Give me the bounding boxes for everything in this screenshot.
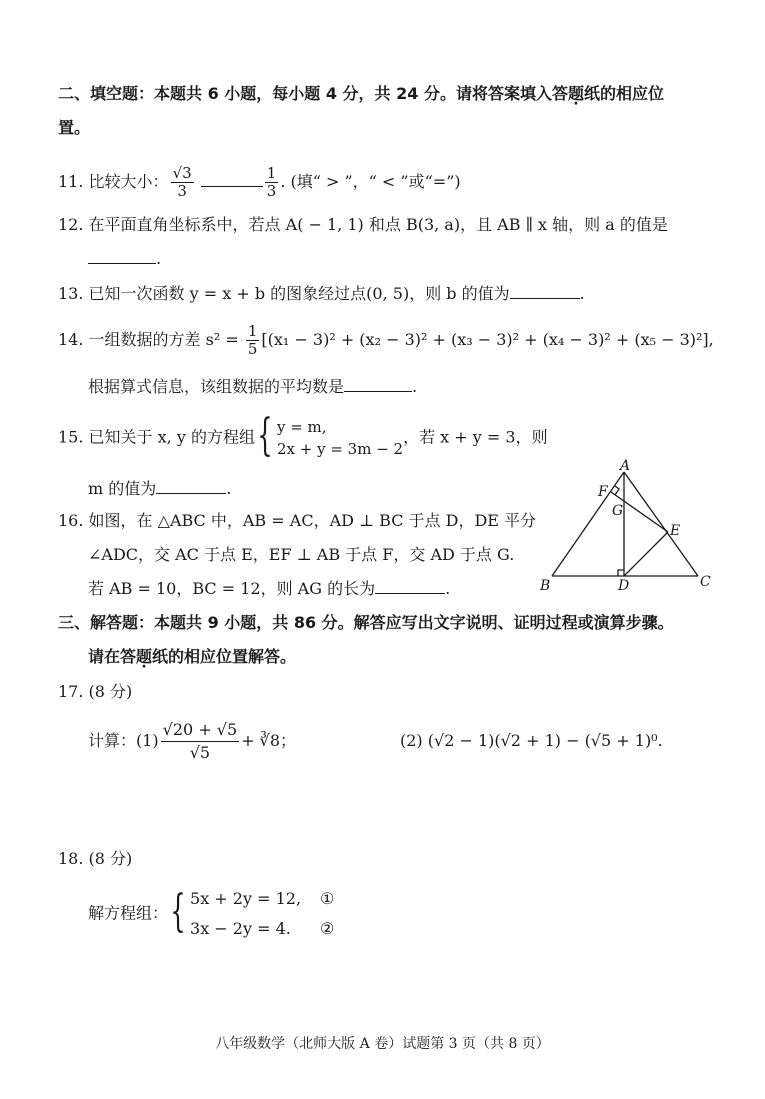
fraction-1-over-3: $\frac{1}{3}$: [266, 164, 277, 200]
equation-system-18: { 5x + 2y = 12, ① 3x − 2y = 4. ②: [170, 886, 335, 938]
answer-blank-16[interactable]: [375, 577, 445, 594]
question-17-part1: 计算：(1) $\frac{√20 + √5}{√5}$ + ∛8；: [88, 720, 297, 762]
right-angle-mark-f: [615, 486, 619, 495]
question-14-line2: 根据算式信息，该组数据的平均数是 .: [88, 377, 418, 396]
label-a: A: [620, 458, 631, 474]
score: (8 分): [88, 682, 133, 701]
fraction-1-over-5: $\frac{1}{5}$: [247, 322, 258, 358]
question-number: 17.: [58, 682, 84, 701]
question-16-line3: 若 AB = 10，BC = 12，则 AG 的长为 .: [88, 579, 451, 598]
question-number: 13.: [58, 284, 84, 303]
question-14: 14. 一组数据的方差 s² = $\frac{1}{5}$ [(x₁ − 3)² + (x₂ − 3)² + (x₃ − 3)² + (x₄ − 3)² + (x₅ − 3)²],: [58, 322, 714, 358]
section-2-heading-emph: 答题纸: [551, 84, 600, 103]
answer-blank-13[interactable]: [510, 282, 580, 299]
label-g: G: [612, 503, 624, 519]
label-b: B: [540, 578, 551, 593]
label-e: E: [670, 523, 681, 539]
brace-icon: {: [170, 886, 186, 937]
question-12-line2: .: [88, 247, 161, 270]
segment-ab: [552, 472, 624, 576]
section-2-heading-line2: 置。: [58, 118, 91, 137]
section-2-heading: [58, 83, 664, 105]
answer-blank-12[interactable]: [88, 247, 156, 264]
section-2-heading-part2: 的相应位: [599, 84, 664, 103]
section-3-heading: 三、解答题：本题共 9 小题，共 86 分。解答应写出文字说明、证明过程或演算步骤。: [58, 613, 674, 632]
variance-formula: [(x₁ − 3)² + (x₂ − 3)² + (x₃ − 3)² + (x₄ − 3)² + (x₅ − 3)²],: [261, 330, 714, 349]
question-13: 13. 已知一次函数 y = x + b 的图象经过点(0, 5)，则 b 的值为 .: [58, 284, 585, 303]
segment-ac: [624, 472, 698, 576]
equation-system-15: { y = m, 2x + y = 3m − 2: [257, 410, 404, 461]
question-15-line2: m 的值为 .: [88, 479, 232, 498]
fraction-root20-plus-root5: $\frac{√20 + √5}{√5}$: [162, 720, 238, 762]
question-17-part2: (2) (√2 − 1)(√2 + 1) − (√5 + 1)⁰.: [400, 731, 663, 750]
answer-blank-15[interactable]: [156, 477, 226, 494]
question-15: 15. 已知关于 x, y 的方程组 { y = m, 2x + y = 3m − 2 ，若 x + y = 3，则: [58, 410, 548, 461]
question-18: [58, 848, 132, 870]
question-number: 12.: [58, 215, 84, 234]
section-3-heading-emph: 答题纸: [120, 647, 169, 666]
question-18-system: 解方程组： { 5x + 2y = 12, ① 3x − 2y = 4. ②: [88, 884, 334, 944]
section-3-heading-line2: 请在答题纸的相应位置解答。: [88, 647, 297, 666]
question-11: 11. 比较大小： $\frac{√3}{3}$ $\frac{1}{3}$ . (填“ > ”，“ < ”或“=”): [58, 164, 461, 200]
question-12: 12. 在平面直角坐标系中，若点 A( − 1, 1) 和点 B(3, a)，且 AB ∥ x 轴，则 a 的值是: [58, 215, 668, 234]
score: (8 分): [88, 849, 133, 868]
answer-blank-11[interactable]: [201, 170, 263, 187]
section-2-heading-part1: 二、填空题：本题共 6 小题，每小题 4 分，共 24 分。请将答案填入: [58, 84, 552, 103]
label-f: F: [598, 484, 608, 500]
right-angle-mark-d: [618, 570, 624, 576]
question-17: [58, 681, 132, 703]
triangle-figure: [538, 458, 718, 593]
brace-icon: {: [257, 410, 273, 461]
question-number: 16.: [58, 511, 84, 530]
fraction-root3-over-3: $\frac{√3}{3}$: [172, 164, 192, 200]
circled-2: ②: [320, 919, 335, 938]
label-c: C: [700, 574, 711, 590]
question-number: 15.: [58, 427, 84, 447]
question-16-line2: ∠ADC，交 AC 于点 E，EF ⊥ AB 于点 F，交 AD 于点 G.: [88, 545, 515, 564]
question-number: 18.: [58, 849, 84, 868]
question-16: 16. 如图，在 △ABC 中，AB = AC，AD ⊥ BC 于点 D，DE 平分: [58, 511, 537, 530]
label-d: D: [618, 578, 630, 593]
answer-blank-14[interactable]: [344, 375, 412, 392]
segment-de: [624, 532, 668, 576]
circled-1: ①: [320, 889, 335, 908]
question-number: 11.: [58, 172, 84, 191]
page-footer: 八年级数学（北师大版 A 卷）试题第 3 页（共 8 页）: [215, 1036, 550, 1052]
question-number: 14.: [58, 330, 84, 349]
